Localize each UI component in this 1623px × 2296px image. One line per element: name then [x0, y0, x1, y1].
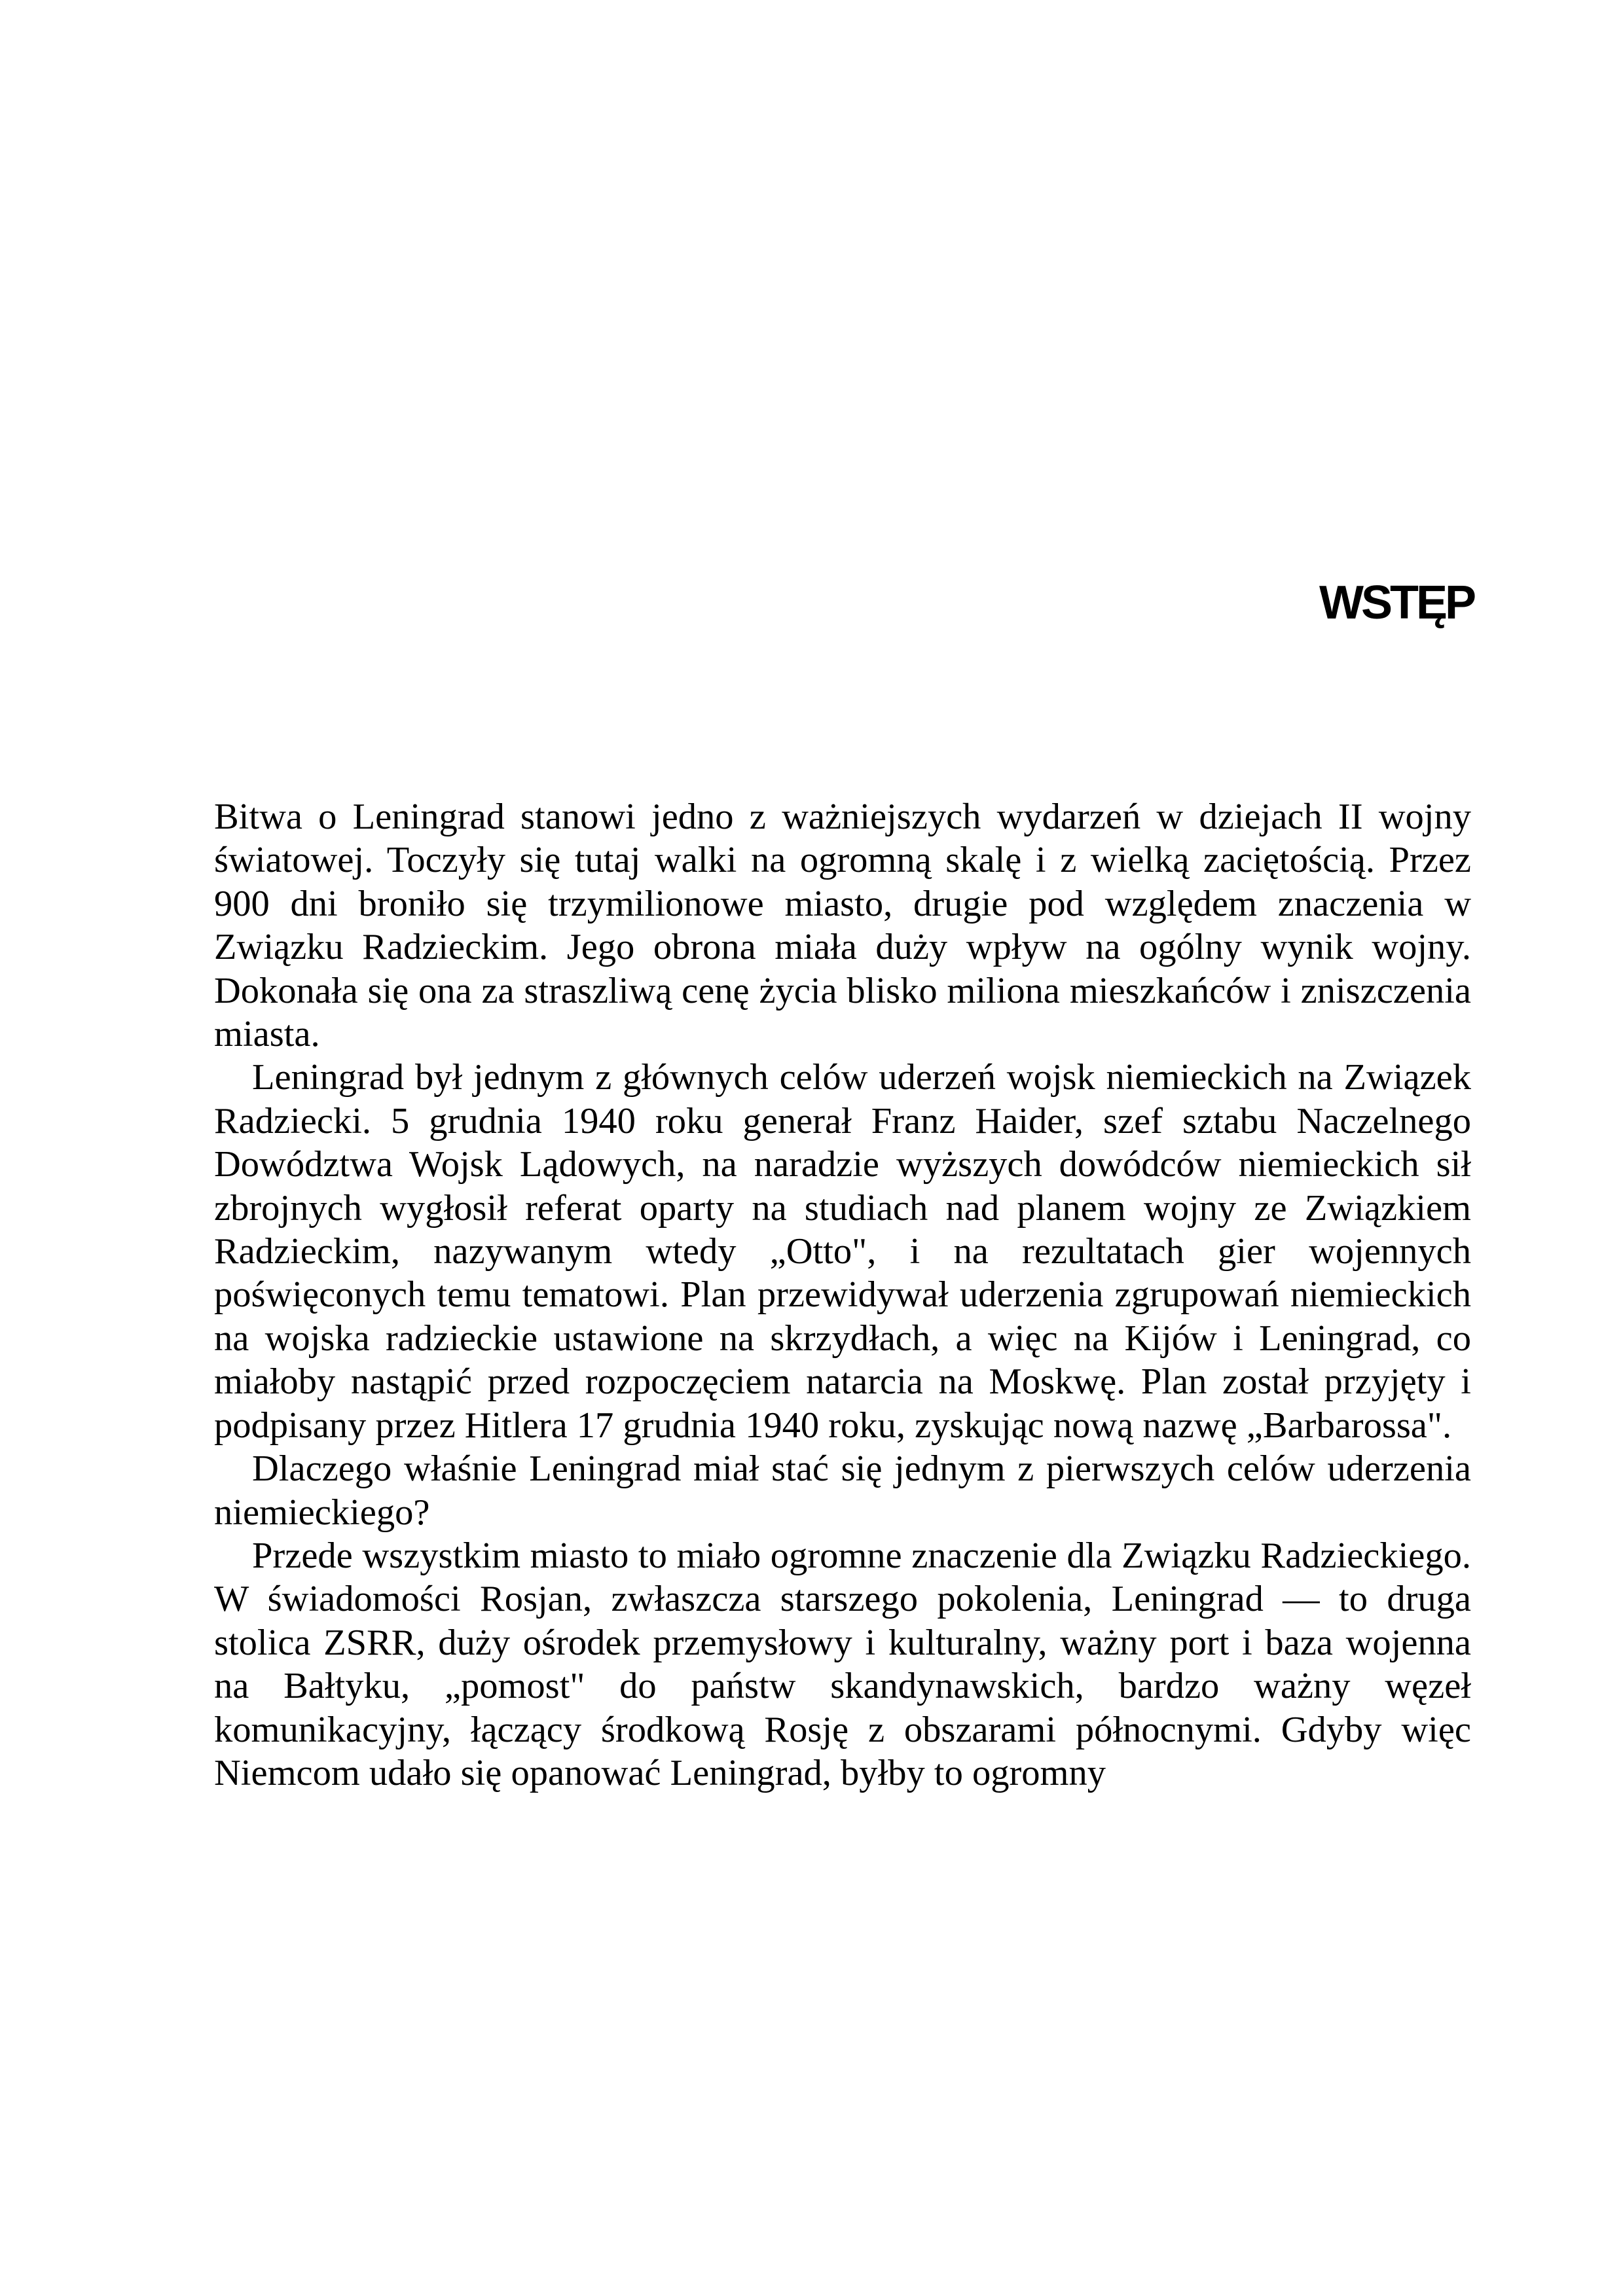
paragraph-2: Leningrad był jednym z głównych celów uderzeń wojsk niemieckich na Związek Radziecki. 5 grudnia 1940 roku generał Franz Haider, szef sztabu Naczelnego Dowództwa Wojsk Lądowych, na naradzie wyższych dowódców niemieckich sił zbrojnych wygłosił referat oparty na studiach nad planem wojny ze Związkiem Radzieckim, nazywanym wtedy „Otto", i na rezultatach gier wojennych poświęconych temu tematowi. Plan przewidywał uderzenia zgrupowań niemieckich na wojska radzieckie ustawione na skrzydłach, a więc na Kijów i Leningrad, co miałoby nastąpić przed rozpoczęciem natarcia na Moskwę. Plan został przyjęty i podpisany przez Hitlera 17 grudnia 1940 roku, zyskując nową nazwę „Barbarossa".	[214, 1057, 1471, 1446]
paragraph-1: Bitwa o Leningrad stanowi jedno z ważniejszych wydarzeń w dziejach II wojny światowej. Toczyły się tutaj walki na ogromną skalę i z wielką zaciętością. Przez 900 dni broniło się trzymilionowe miasto, drugie pod względem znaczenia w Związku Radzieckim. Jego obrona miała duży wpływ na ogólny wynik wojny. Dokonała się ona za straszliwą cenę życia blisko miliona mieszkańców i zniszczenia miasta.	[214, 797, 1471, 1055]
paragraph-4: Przede wszystkim miasto to miało ogromne znaczenie dla Związku Radzieckiego. W świadomości Rosjan, zwłaszcza starszego pokolenia, Leningrad — to druga stolica ZSRR, duży ośrodek przemysłowy i kulturalny, ważny port i baza wojenna na Bałtyku, „pomost" do państw skandynawskich, bardzo ważny węzeł komunikacyjny, łączący środkową Rosję z obszarami północnymi. Gdyby więc Niemcom udało się opanować Leningrad, byłby to ogromny	[214, 1535, 1471, 1793]
paragraph-3: Dlaczego właśnie Leningrad miał stać się jednym z pierwszych celów uderzenia niemieckiego?	[214, 1448, 1471, 1533]
chapter-body	[214, 795, 1471, 1795]
chapter-heading: WSTĘP	[1319, 577, 1474, 629]
